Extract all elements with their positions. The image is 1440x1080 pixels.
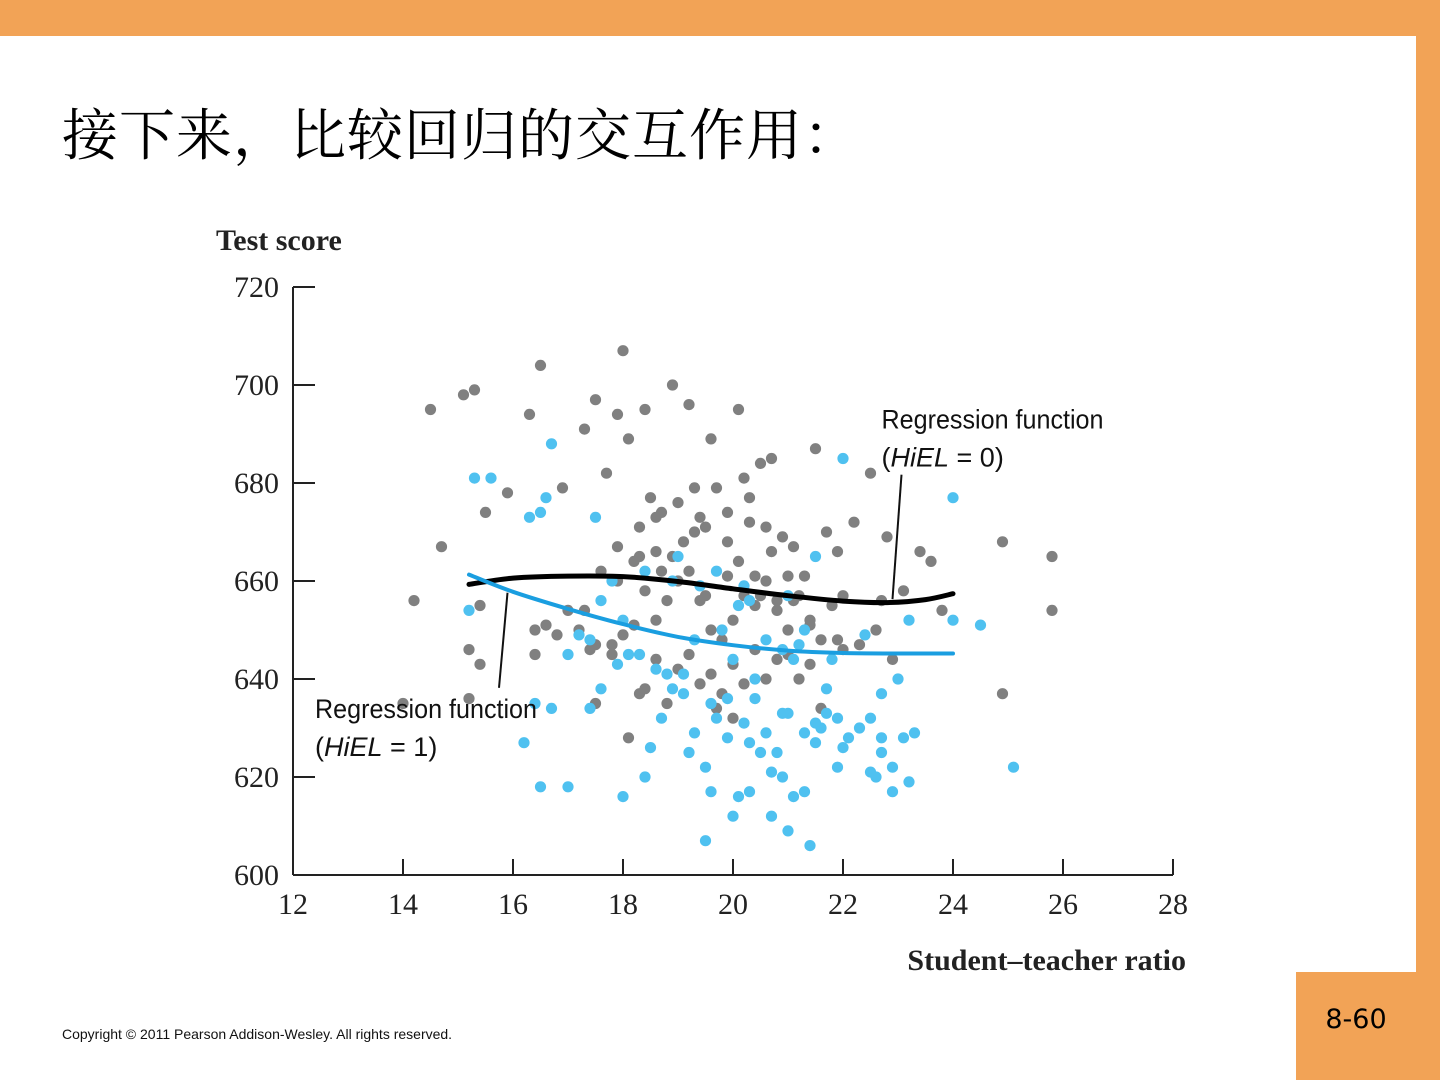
data-point-hiel1-90 <box>744 595 755 606</box>
data-point-hiel0-55 <box>650 615 661 626</box>
data-point-hiel1-1 <box>485 473 496 484</box>
data-point-hiel0-19 <box>683 399 694 410</box>
data-point-hiel1-105 <box>705 698 716 709</box>
data-point-hiel0-106 <box>529 649 540 660</box>
data-point-hiel1-65 <box>733 600 744 611</box>
data-point-hiel1-19 <box>733 791 744 802</box>
data-point-hiel1-8 <box>595 595 606 606</box>
data-point-hiel0-10 <box>579 424 590 435</box>
page-number: 8-60 <box>1325 1004 1387 1035</box>
data-point-hiel0-108 <box>606 639 617 650</box>
data-point-hiel1-80 <box>777 708 788 719</box>
data-point-hiel1-81 <box>799 727 810 738</box>
data-point-hiel0-62 <box>727 615 738 626</box>
data-point-hiel1-43 <box>727 811 738 822</box>
y-tick-label-680: 680 <box>234 467 279 500</box>
data-point-hiel0-47 <box>925 556 936 567</box>
data-point-hiel0-36 <box>760 522 771 533</box>
data-point-hiel1-0 <box>469 473 480 484</box>
data-point-hiel1-25 <box>799 786 810 797</box>
data-point-hiel0-73 <box>854 639 865 650</box>
data-point-hiel0-58 <box>683 566 694 577</box>
data-point-hiel0-40 <box>810 443 821 454</box>
y-tick-label-700: 700 <box>234 369 279 402</box>
y-tick-label-600: 600 <box>234 859 279 892</box>
data-point-hiel0-17 <box>650 546 661 557</box>
data-point-hiel1-11 <box>634 649 645 660</box>
data-point-hiel0-4 <box>469 384 480 395</box>
data-point-hiel1-2 <box>524 512 535 523</box>
data-point-hiel1-48 <box>837 742 848 753</box>
data-point-hiel0-107 <box>584 644 595 655</box>
data-point-hiel1-58 <box>711 566 722 577</box>
data-point-hiel1-72 <box>749 693 760 704</box>
data-point-hiel0-48 <box>936 605 947 616</box>
data-point-hiel1-107 <box>738 718 749 729</box>
data-point-hiel0-85 <box>661 698 672 709</box>
data-point-hiel1-12 <box>650 664 661 675</box>
data-point-hiel1-26 <box>810 737 821 748</box>
data-point-hiel1-76 <box>656 713 667 724</box>
data-point-hiel0-15 <box>623 433 634 444</box>
data-point-hiel0-35 <box>744 492 755 503</box>
data-point-hiel0-87 <box>683 649 694 660</box>
data-point-hiel1-49 <box>876 732 887 743</box>
data-point-hiel0-60 <box>705 624 716 635</box>
data-point-hiel1-87 <box>749 673 760 684</box>
data-point-hiel1-101 <box>799 624 810 635</box>
data-point-hiel0-23 <box>612 541 623 552</box>
data-point-hiel1-7 <box>584 634 595 645</box>
data-point-hiel1-82 <box>584 703 595 714</box>
data-point-hiel1-13 <box>667 683 678 694</box>
data-point-hiel0-45 <box>881 531 892 542</box>
data-point-hiel0-127 <box>727 713 738 724</box>
data-point-hiel0-67 <box>782 571 793 582</box>
data-point-hiel1-109 <box>887 762 898 773</box>
data-point-hiel1-40 <box>617 791 628 802</box>
data-point-hiel1-75 <box>832 762 843 773</box>
data-point-hiel0-50 <box>1046 551 1057 562</box>
annotation-label-0: Regression function <box>881 404 1104 435</box>
data-point-hiel0-33 <box>755 458 766 469</box>
data-point-hiel1-66 <box>760 634 771 645</box>
data-point-hiel0-44 <box>865 468 876 479</box>
data-point-hiel1-77 <box>683 747 694 758</box>
data-point-hiel1-57 <box>639 566 650 577</box>
data-point-hiel0-131 <box>656 566 667 577</box>
y-tick-label-720: 720 <box>234 271 279 304</box>
data-point-hiel0-0 <box>408 595 419 606</box>
data-point-hiel1-78 <box>705 786 716 797</box>
data-point-hiel0-80 <box>606 649 617 660</box>
data-point-hiel0-34 <box>766 453 777 464</box>
data-point-hiel1-96 <box>903 615 914 626</box>
data-point-hiel1-28 <box>832 713 843 724</box>
x-tick-label-20: 20 <box>718 888 748 921</box>
data-point-hiel0-112 <box>700 590 711 601</box>
data-point-hiel0-1 <box>425 404 436 415</box>
data-point-hiel0-32 <box>738 473 749 484</box>
data-point-hiel0-31 <box>722 507 733 518</box>
data-point-hiel0-54 <box>639 585 650 596</box>
data-point-hiel1-71 <box>678 688 689 699</box>
data-point-hiel0-95 <box>771 654 782 665</box>
data-point-hiel0-113 <box>722 536 733 547</box>
data-point-hiel0-27 <box>672 497 683 508</box>
data-point-hiel0-122 <box>678 536 689 547</box>
data-point-hiel1-17 <box>711 713 722 724</box>
data-point-hiel1-106 <box>771 747 782 758</box>
data-point-hiel1-42 <box>700 835 711 846</box>
data-point-hiel1-16 <box>700 762 711 773</box>
data-point-hiel0-41 <box>821 526 832 537</box>
data-point-hiel0-81 <box>617 629 628 640</box>
data-point-hiel1-50 <box>892 673 903 684</box>
data-point-hiel0-84 <box>650 654 661 665</box>
data-point-hiel0-13 <box>612 409 623 420</box>
data-point-hiel1-83 <box>595 683 606 694</box>
data-point-hiel1-39 <box>562 781 573 792</box>
x-tick-label-14: 14 <box>388 888 418 921</box>
data-point-hiel1-67 <box>793 639 804 650</box>
data-point-hiel0-110 <box>623 732 634 743</box>
data-point-hiel0-38 <box>788 541 799 552</box>
data-point-hiel1-20 <box>744 737 755 748</box>
data-point-hiel1-68 <box>826 654 837 665</box>
data-point-hiel0-14 <box>617 345 628 356</box>
data-point-hiel0-2 <box>436 541 447 552</box>
data-point-hiel0-124 <box>744 517 755 528</box>
data-point-hiel0-3 <box>458 389 469 400</box>
data-point-hiel1-15 <box>689 727 700 738</box>
data-point-hiel1-23 <box>777 771 788 782</box>
data-point-hiel1-51 <box>947 615 958 626</box>
data-point-hiel1-37 <box>518 737 529 748</box>
data-point-hiel1-4 <box>546 438 557 449</box>
data-point-hiel0-20 <box>705 433 716 444</box>
data-point-hiel0-9 <box>557 482 568 493</box>
data-point-hiel0-21 <box>733 404 744 415</box>
data-point-hiel0-28 <box>689 482 700 493</box>
data-point-hiel1-94 <box>546 703 557 714</box>
data-point-hiel0-88 <box>694 678 705 689</box>
data-point-hiel1-36 <box>463 605 474 616</box>
data-point-hiel1-104 <box>612 659 623 670</box>
data-point-hiel1-69 <box>859 629 870 640</box>
data-point-hiel1-53 <box>1008 762 1019 773</box>
data-point-hiel0-129 <box>634 551 645 562</box>
annotation-leader-0 <box>893 475 902 599</box>
data-point-hiel1-47 <box>804 840 815 851</box>
data-point-hiel1-34 <box>898 732 909 743</box>
data-point-hiel1-84 <box>623 649 634 660</box>
data-point-hiel1-6 <box>562 649 573 660</box>
data-point-hiel0-102 <box>474 659 485 670</box>
x-tick-label-28: 28 <box>1158 888 1188 921</box>
data-point-hiel0-74 <box>870 624 881 635</box>
y-tick-label-640: 640 <box>234 663 279 696</box>
data-point-hiel0-92 <box>738 678 749 689</box>
data-point-hiel1-70 <box>876 688 887 699</box>
data-point-hiel1-52 <box>975 620 986 631</box>
data-point-hiel0-6 <box>502 487 513 498</box>
data-point-hiel1-3 <box>535 507 546 518</box>
data-point-hiel0-118 <box>804 615 815 626</box>
data-point-hiel0-39 <box>799 571 810 582</box>
data-point-hiel1-102 <box>821 708 832 719</box>
data-point-hiel0-116 <box>766 546 777 557</box>
data-point-hiel1-18 <box>722 732 733 743</box>
data-point-hiel1-35 <box>909 727 920 738</box>
annotation-leader-1 <box>499 593 508 688</box>
data-point-hiel1-54 <box>947 492 958 503</box>
data-point-hiel1-86 <box>727 654 738 665</box>
data-point-hiel0-43 <box>848 517 859 528</box>
x-axis-label: Student–teacher ratio <box>907 944 1186 977</box>
data-point-hiel0-66 <box>771 605 782 616</box>
data-point-hiel1-46 <box>782 825 793 836</box>
x-tick-label-18: 18 <box>608 888 638 921</box>
data-point-hiel0-8 <box>535 360 546 371</box>
data-point-hiel0-24 <box>634 522 645 533</box>
data-point-hiel1-32 <box>876 747 887 758</box>
data-point-hiel0-139 <box>650 512 661 523</box>
data-point-hiel0-104 <box>529 624 540 635</box>
data-point-hiel0-52 <box>997 688 1008 699</box>
data-point-hiel1-41 <box>639 771 650 782</box>
data-point-hiel0-135 <box>551 629 562 640</box>
data-point-hiel0-94 <box>760 673 771 684</box>
data-point-hiel0-111 <box>634 688 645 699</box>
data-point-hiel0-123 <box>689 526 700 537</box>
data-point-hiel0-5 <box>480 507 491 518</box>
data-point-hiel1-99 <box>870 771 881 782</box>
data-point-hiel0-42 <box>832 546 843 557</box>
data-point-hiel0-97 <box>793 673 804 684</box>
y-tick-label-620: 620 <box>234 761 279 794</box>
data-point-hiel1-30 <box>854 722 865 733</box>
data-point-hiel1-95 <box>573 629 584 640</box>
data-point-hiel0-138 <box>694 512 705 523</box>
data-point-hiel1-108 <box>810 718 821 729</box>
slide-title: 接下来，比较回归的交互作用： <box>62 104 860 169</box>
data-point-hiel0-119 <box>474 600 485 611</box>
data-point-hiel0-137 <box>722 571 733 582</box>
data-point-hiel1-88 <box>788 654 799 665</box>
data-point-hiel0-115 <box>749 571 760 582</box>
data-point-hiel1-64 <box>716 624 727 635</box>
data-point-hiel1-22 <box>766 767 777 778</box>
data-point-hiel1-45 <box>766 811 777 822</box>
annotation-sublabel-1: (HiEL = 1) <box>315 731 438 762</box>
data-point-hiel0-12 <box>601 468 612 479</box>
data-point-hiel1-14 <box>678 669 689 680</box>
data-point-hiel1-29 <box>843 732 854 743</box>
data-point-hiel1-85 <box>661 669 672 680</box>
data-point-hiel1-44 <box>744 786 755 797</box>
data-point-hiel0-101 <box>463 644 474 655</box>
x-tick-label-26: 26 <box>1048 888 1078 921</box>
x-tick-label-12: 12 <box>278 888 308 921</box>
data-point-hiel1-91 <box>672 551 683 562</box>
data-point-hiel1-61 <box>810 551 821 562</box>
data-point-hiel0-7 <box>524 409 535 420</box>
data-point-hiel1-79 <box>760 727 771 738</box>
data-point-hiel0-65 <box>760 575 771 586</box>
data-point-hiel1-38 <box>535 781 546 792</box>
y-tick-label-660: 660 <box>234 565 279 598</box>
data-point-hiel1-33 <box>887 786 898 797</box>
data-point-hiel1-97 <box>903 776 914 787</box>
data-point-hiel1-55 <box>837 453 848 464</box>
data-point-hiel1-5 <box>540 492 551 503</box>
data-point-hiel0-56 <box>661 595 672 606</box>
data-point-hiel0-98 <box>804 659 815 670</box>
data-point-hiel0-25 <box>645 492 656 503</box>
data-point-hiel0-70 <box>815 634 826 645</box>
data-point-hiel1-89 <box>722 693 733 704</box>
data-point-hiel1-27 <box>821 683 832 694</box>
annotation-label-1: Regression function <box>315 693 537 724</box>
data-point-hiel0-37 <box>777 531 788 542</box>
data-point-hiel0-76 <box>898 585 909 596</box>
copyright-text: Copyright © 2011 Pearson Addison-Wesley. All rights reserved. <box>62 1026 453 1042</box>
data-point-hiel0-133 <box>782 624 793 635</box>
data-point-hiel0-49 <box>997 536 1008 547</box>
x-tick-label-24: 24 <box>938 888 968 921</box>
data-point-hiel1-31 <box>865 713 876 724</box>
annotation-sublabel-0: (HiEL = 0) <box>881 442 1004 473</box>
data-point-hiel0-16 <box>639 404 650 415</box>
data-point-hiel0-105 <box>540 620 551 631</box>
curves-layer <box>469 575 953 654</box>
data-point-hiel1-21 <box>755 747 766 758</box>
x-tick-label-16: 16 <box>498 888 528 921</box>
data-point-hiel0-89 <box>705 669 716 680</box>
data-point-hiel1-56 <box>590 512 601 523</box>
x-tick-label-22: 22 <box>828 888 858 921</box>
data-point-hiel0-29 <box>700 522 711 533</box>
data-point-hiel1-103 <box>645 742 656 753</box>
data-point-hiel1-24 <box>788 791 799 802</box>
data-point-hiel0-51 <box>1046 605 1057 616</box>
data-point-hiel0-114 <box>733 556 744 567</box>
y-axis-label: Test score <box>216 224 342 257</box>
data-point-hiel0-11 <box>590 394 601 405</box>
data-point-hiel0-18 <box>667 379 678 390</box>
data-point-hiel0-126 <box>832 634 843 645</box>
data-point-hiel0-46 <box>914 546 925 557</box>
data-point-hiel0-30 <box>711 482 722 493</box>
